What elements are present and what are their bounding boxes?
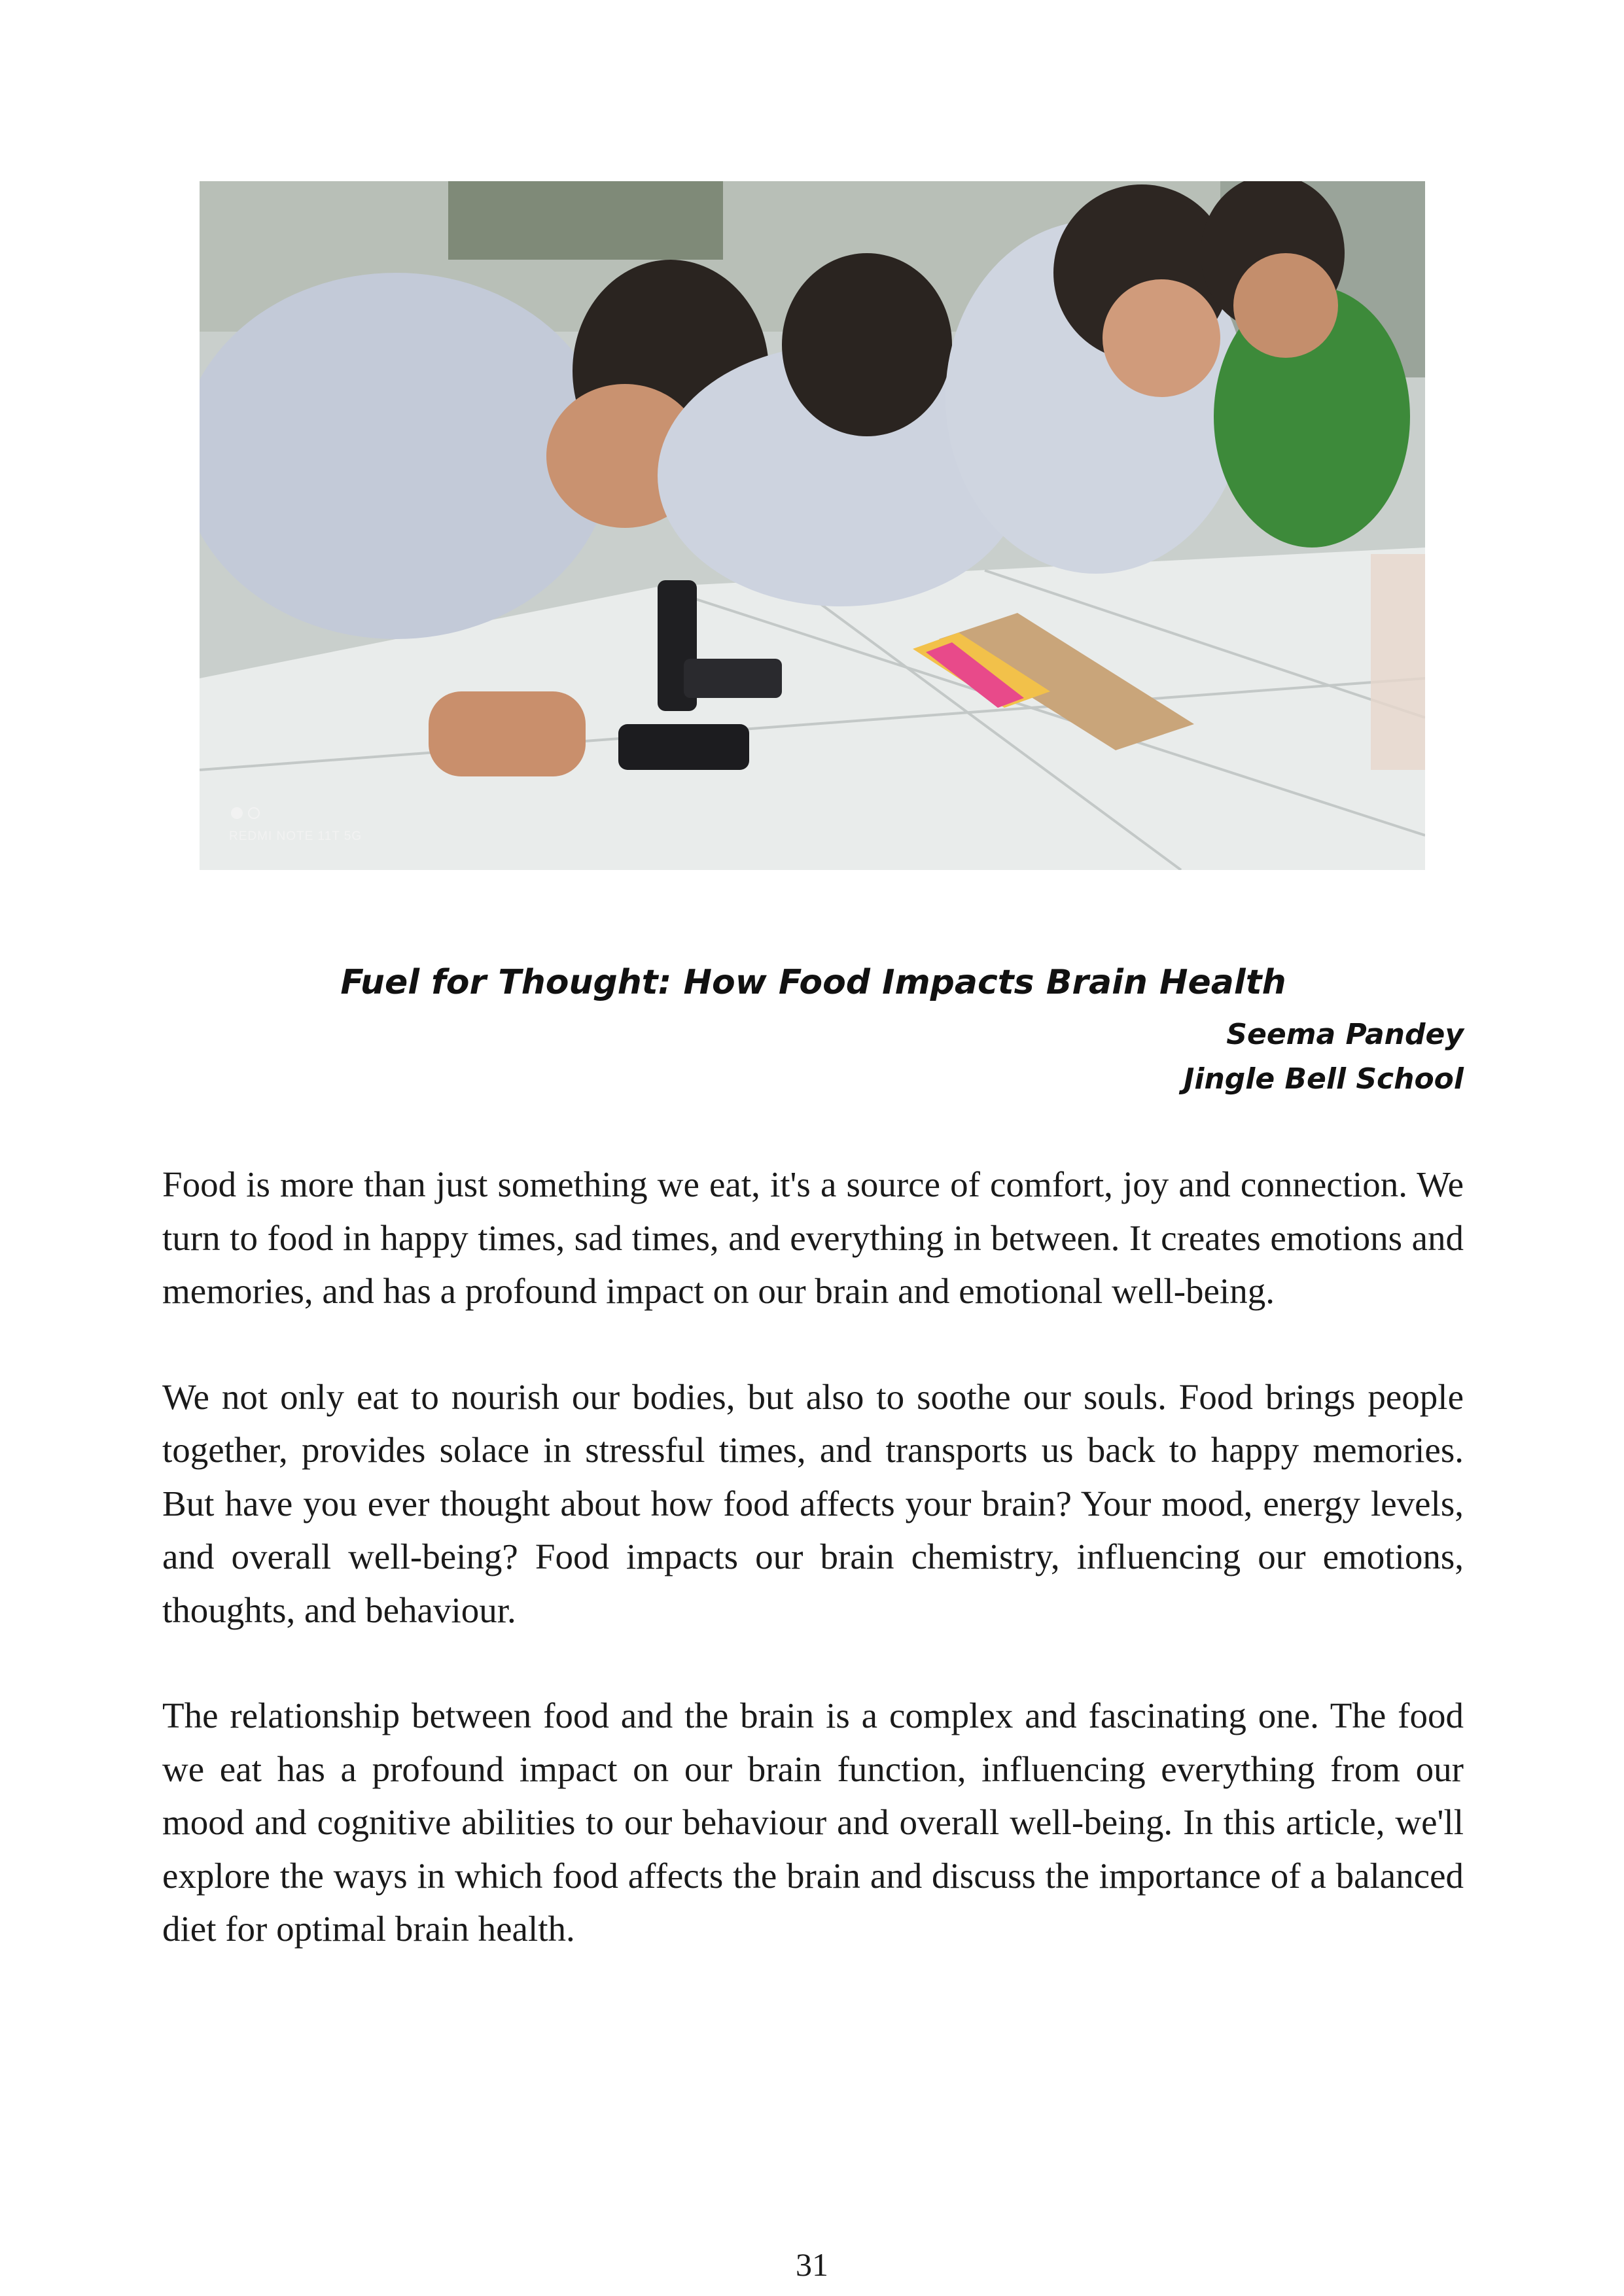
article-paragraph: We not only eat to nourish our bodies, but also to soothe our souls. Food brings people together, provides solace in stressful times, and transports us back to happy memories. But have you ever thought about how food affects your brain? Your mood, energy levels, and overall well-being? Food impacts our brain chemistry, influencing our emotions, thoughts, and behaviour. bbox=[162, 1376, 1464, 1630]
camera-watermark-text: REDMI NOTE 11T 5G bbox=[229, 829, 362, 843]
article-author: Seema Pandey bbox=[1226, 1018, 1464, 1051]
camera-watermark-dots bbox=[231, 807, 260, 819]
watermark-dot-empty bbox=[248, 807, 260, 819]
article-body bbox=[162, 1158, 1464, 2008]
article-title: Fuel for Thought: How Food Impacts Brain Health bbox=[340, 963, 1286, 1002]
students-microscope-photo bbox=[200, 181, 1425, 870]
article-paragraph: Food is more than just something we eat, it's a source of comfort, joy and connection. We turn to food in happy times, sad times, and everything in between. It creates emotions and memories, and has a profound impact on our brain and emotional well-being. bbox=[162, 1164, 1464, 1311]
page-number: 31 bbox=[796, 2246, 828, 2283]
article-paragraph: The relationship between food and the brain is a complex and fascinating one. The food we eat has a profound impact on our brain function, influencing everything from our mood and cognitive abilities to our behaviour and overall well-being. In this article, we'll explore the ways in which food affects the brain and discuss the importance of a balanced diet for optimal brain health. bbox=[162, 1696, 1464, 1949]
watermark-dot-filled bbox=[231, 807, 243, 819]
article-school: Jingle Bell School bbox=[1183, 1062, 1464, 1096]
article-photo bbox=[200, 181, 1425, 870]
